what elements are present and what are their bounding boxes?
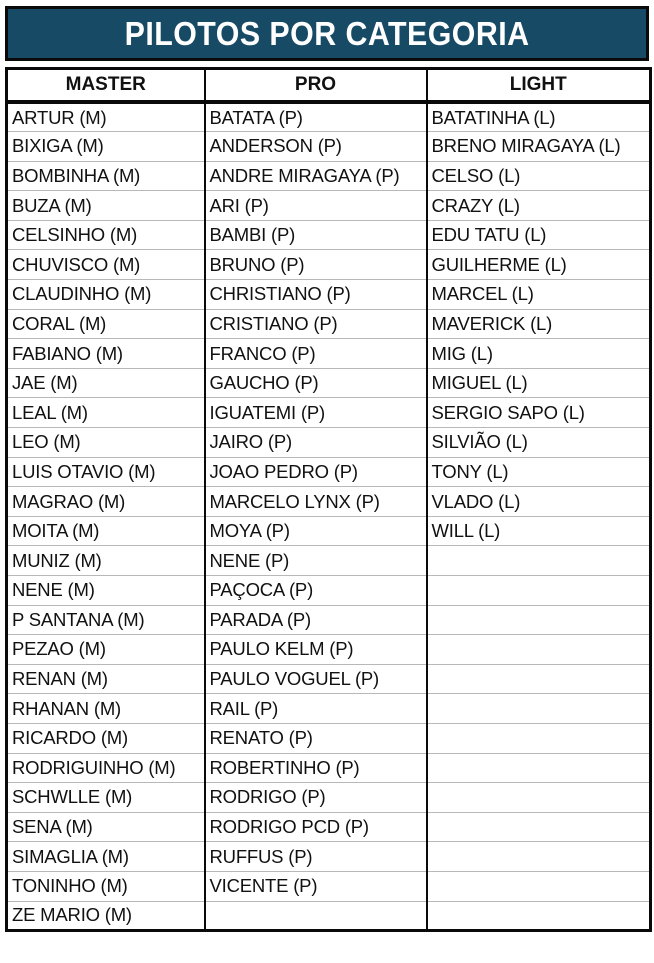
pro-cell: RUFFUS (P) [205, 842, 427, 872]
table-row [7, 635, 651, 665]
pro-cell: IGUATEMI (P) [205, 398, 427, 428]
light-cell [427, 605, 651, 635]
table-row [7, 753, 651, 783]
light-cell [427, 664, 651, 694]
table-row [7, 487, 651, 517]
table-row [7, 842, 651, 872]
pro-cell: ROBERTINHO (P) [205, 753, 427, 783]
column-header-pro: PRO [205, 69, 427, 103]
table-row [7, 812, 651, 842]
master-cell: SCHWLLE (M) [7, 783, 205, 813]
master-cell: JAE (M) [7, 368, 205, 398]
table-row [7, 694, 651, 724]
light-cell: EDU TATU (L) [427, 220, 651, 250]
pro-cell: CHRISTIANO (P) [205, 280, 427, 310]
light-cell [427, 635, 651, 665]
table-row [7, 132, 651, 162]
master-cell: RHANAN (M) [7, 694, 205, 724]
master-cell: PEZAO (M) [7, 635, 205, 665]
table-row [7, 220, 651, 250]
table-row [7, 280, 651, 310]
master-cell: TONINHO (M) [7, 871, 205, 901]
pro-cell: BRUNO (P) [205, 250, 427, 280]
light-cell: SERGIO SAPO (L) [427, 398, 651, 428]
pro-cell: FRANCO (P) [205, 339, 427, 369]
pro-cell: JAIRO (P) [205, 428, 427, 458]
light-cell: CRAZY (L) [427, 191, 651, 221]
table-row [7, 368, 651, 398]
master-cell: CHUVISCO (M) [7, 250, 205, 280]
light-cell: MIGUEL (L) [427, 368, 651, 398]
table-body [7, 102, 651, 931]
light-cell [427, 842, 651, 872]
light-cell [427, 901, 651, 931]
light-cell: MIG (L) [427, 339, 651, 369]
pro-cell: CRISTIANO (P) [205, 309, 427, 339]
title-banner [5, 6, 649, 61]
pro-cell: RAIL (P) [205, 694, 427, 724]
master-cell: BUZA (M) [7, 191, 205, 221]
page-title: PILOTOS POR CATEGORIA [124, 14, 530, 52]
master-cell: MAGRAO (M) [7, 487, 205, 517]
light-cell [427, 576, 651, 606]
pro-cell: PAULO KELM (P) [205, 635, 427, 665]
table-row [7, 398, 651, 428]
master-cell: ZE MARIO (M) [7, 901, 205, 931]
pro-cell: PAULO VOGUEL (P) [205, 664, 427, 694]
light-cell: TONY (L) [427, 457, 651, 487]
table-row [7, 191, 651, 221]
master-cell: CORAL (M) [7, 309, 205, 339]
table-row [7, 546, 651, 576]
light-cell [427, 753, 651, 783]
master-cell: BIXIGA (M) [7, 132, 205, 162]
table-row [7, 783, 651, 813]
pro-cell: VICENTE (P) [205, 871, 427, 901]
master-cell: MUNIZ (M) [7, 546, 205, 576]
pro-cell: PARADA (P) [205, 605, 427, 635]
pro-cell: MARCELO LYNX (P) [205, 487, 427, 517]
light-cell: MAVERICK (L) [427, 309, 651, 339]
master-cell: RICARDO (M) [7, 723, 205, 753]
master-cell: MOITA (M) [7, 516, 205, 546]
master-cell: ARTUR (M) [7, 102, 205, 132]
pro-cell: ARI (P) [205, 191, 427, 221]
master-cell: LEO (M) [7, 428, 205, 458]
column-header-master: MASTER [7, 69, 205, 103]
master-cell: RENAN (M) [7, 664, 205, 694]
pro-cell: GAUCHO (P) [205, 368, 427, 398]
table-row [7, 901, 651, 931]
table-row [7, 516, 651, 546]
light-cell: VLADO (L) [427, 487, 651, 517]
table-row [7, 664, 651, 694]
master-cell: RODRIGUINHO (M) [7, 753, 205, 783]
table-row [7, 457, 651, 487]
table-row [7, 102, 651, 132]
pro-cell: ANDRE MIRAGAYA (P) [205, 161, 427, 191]
table-row [7, 871, 651, 901]
master-cell: CLAUDINHO (M) [7, 280, 205, 310]
light-cell [427, 871, 651, 901]
table-row [7, 309, 651, 339]
light-cell: WILL (L) [427, 516, 651, 546]
master-cell: SENA (M) [7, 812, 205, 842]
pro-cell: RENATO (P) [205, 723, 427, 753]
table-row [7, 339, 651, 369]
master-cell: P SANTANA (M) [7, 605, 205, 635]
master-cell: LUIS OTAVIO (M) [7, 457, 205, 487]
pro-cell: JOAO PEDRO (P) [205, 457, 427, 487]
table-row [7, 723, 651, 753]
pro-cell: ANDERSON (P) [205, 132, 427, 162]
master-cell: CELSINHO (M) [7, 220, 205, 250]
table-row [7, 428, 651, 458]
master-cell: SIMAGLIA (M) [7, 842, 205, 872]
master-cell: NENE (M) [7, 576, 205, 606]
pro-cell: RODRIGO PCD (P) [205, 812, 427, 842]
light-cell [427, 783, 651, 813]
light-cell [427, 546, 651, 576]
table-row [7, 250, 651, 280]
light-cell: CELSO (L) [427, 161, 651, 191]
light-cell: BRENO MIRAGAYA (L) [427, 132, 651, 162]
table-row [7, 605, 651, 635]
pro-cell: MOYA (P) [205, 516, 427, 546]
master-cell: FABIANO (M) [7, 339, 205, 369]
light-cell: SILVIÃO (L) [427, 428, 651, 458]
master-cell: BOMBINHA (M) [7, 161, 205, 191]
light-cell: GUILHERME (L) [427, 250, 651, 280]
light-cell: MARCEL (L) [427, 280, 651, 310]
pilots-table [5, 67, 652, 932]
table-row [7, 161, 651, 191]
light-cell [427, 694, 651, 724]
light-cell [427, 723, 651, 753]
column-header-light: LIGHT [427, 69, 651, 103]
pro-cell [205, 901, 427, 931]
header-row [7, 69, 651, 103]
pro-cell: BAMBI (P) [205, 220, 427, 250]
light-cell: BATATINHA (L) [427, 102, 651, 132]
pro-cell: PAÇOCA (P) [205, 576, 427, 606]
pro-cell: RODRIGO (P) [205, 783, 427, 813]
master-cell: LEAL (M) [7, 398, 205, 428]
table-row [7, 576, 651, 606]
pro-cell: BATATA (P) [205, 102, 427, 132]
pro-cell: NENE (P) [205, 546, 427, 576]
light-cell [427, 812, 651, 842]
